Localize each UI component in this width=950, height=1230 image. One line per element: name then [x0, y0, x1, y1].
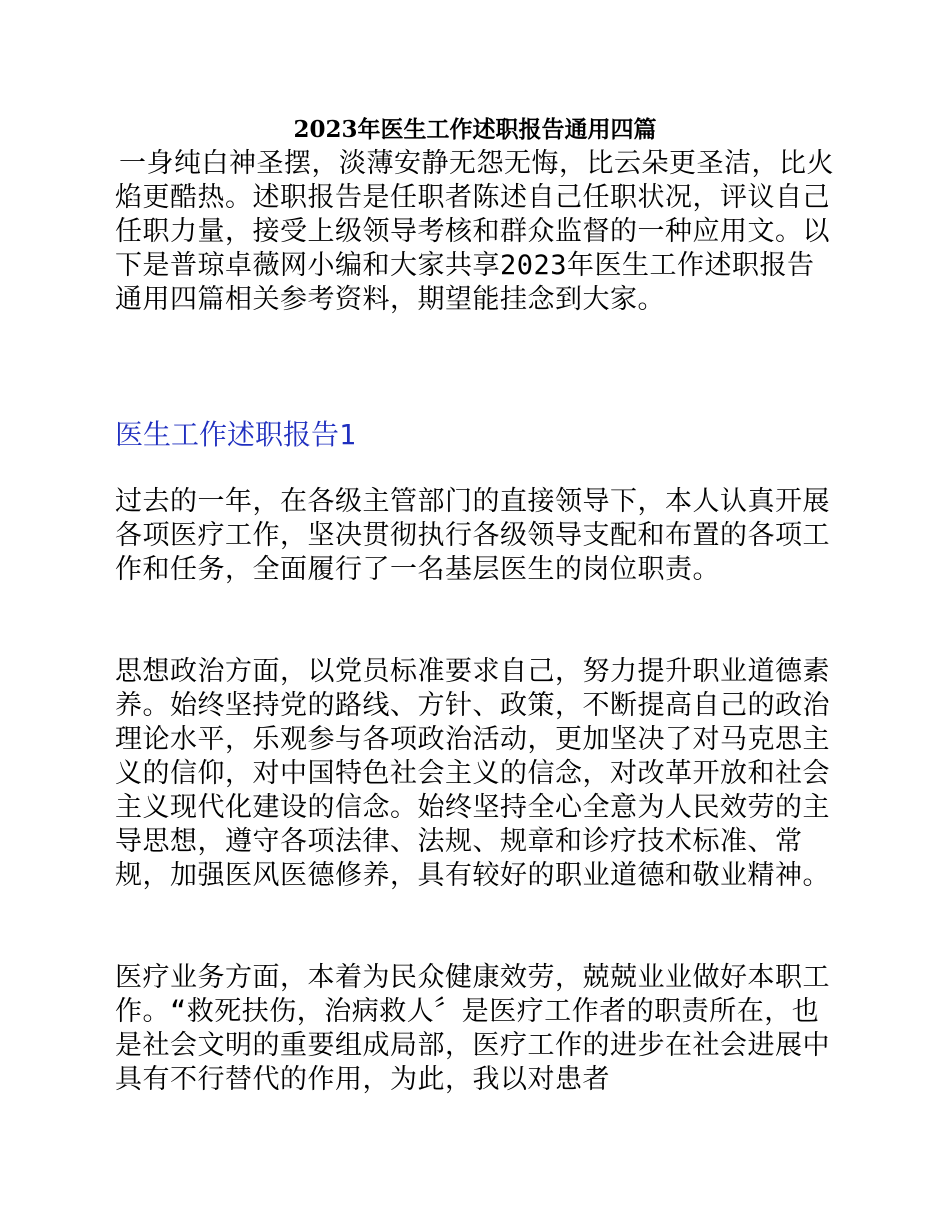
document-title: 2023年医生工作述职报告通用四篇 [293, 116, 657, 143]
body-paragraph-3: 医疗业务方面，本着为民众健康效劳，兢兢业业做好本职工作。“救死扶伤，治病救人〞是医疗工作者的职责所在，也是社会文明的重要组成局部，医疗工作的进步在社会进展中具有不行替代的作用，为此，我以对患者 [115, 962, 830, 1095]
intro-paragraph: 一身纯白神圣摆，淡薄安静无怨无悔，比云朵更圣洁，比火焰更酷热。述职报告是任职者陈述自己任职状况，评议自己任职力量，接受上级领导考核和群众监督的一种应用文。以下是普琼卓薇网小编和大家共享2023年医生工作述职报告通用四篇相关参考资料，期望能挂念到大家。 [115, 148, 834, 315]
body-paragraph-1: 过去的一年，在各级主管部门的直接领导下，本人认真开展各项医疗工作，坚决贯彻执行各级领导支配和布置的各项工作和任务，全面履行了一名基层医生的岗位职责。 [115, 486, 830, 585]
section-heading: 医生工作述职报告1 [115, 418, 356, 451]
body-paragraph-2: 思想政治方面，以党员标准要求自己，努力提升职业道德素养。始终坚持党的路线、方针、政策，不断提高自己的政治理论水平，乐观参与各项政治活动，更加坚决了对马克思主义的信仰，对中国特色社会主义的信念，对改革开放和社会主义现代化建设的信念。始终坚持全心全意为人民效劳的主导思想，遵守各项法律、法规、规章和诊疗技术标准、常规，加强医风医德修养，具有较好的职业道德和敬业精神。 [115, 656, 830, 891]
